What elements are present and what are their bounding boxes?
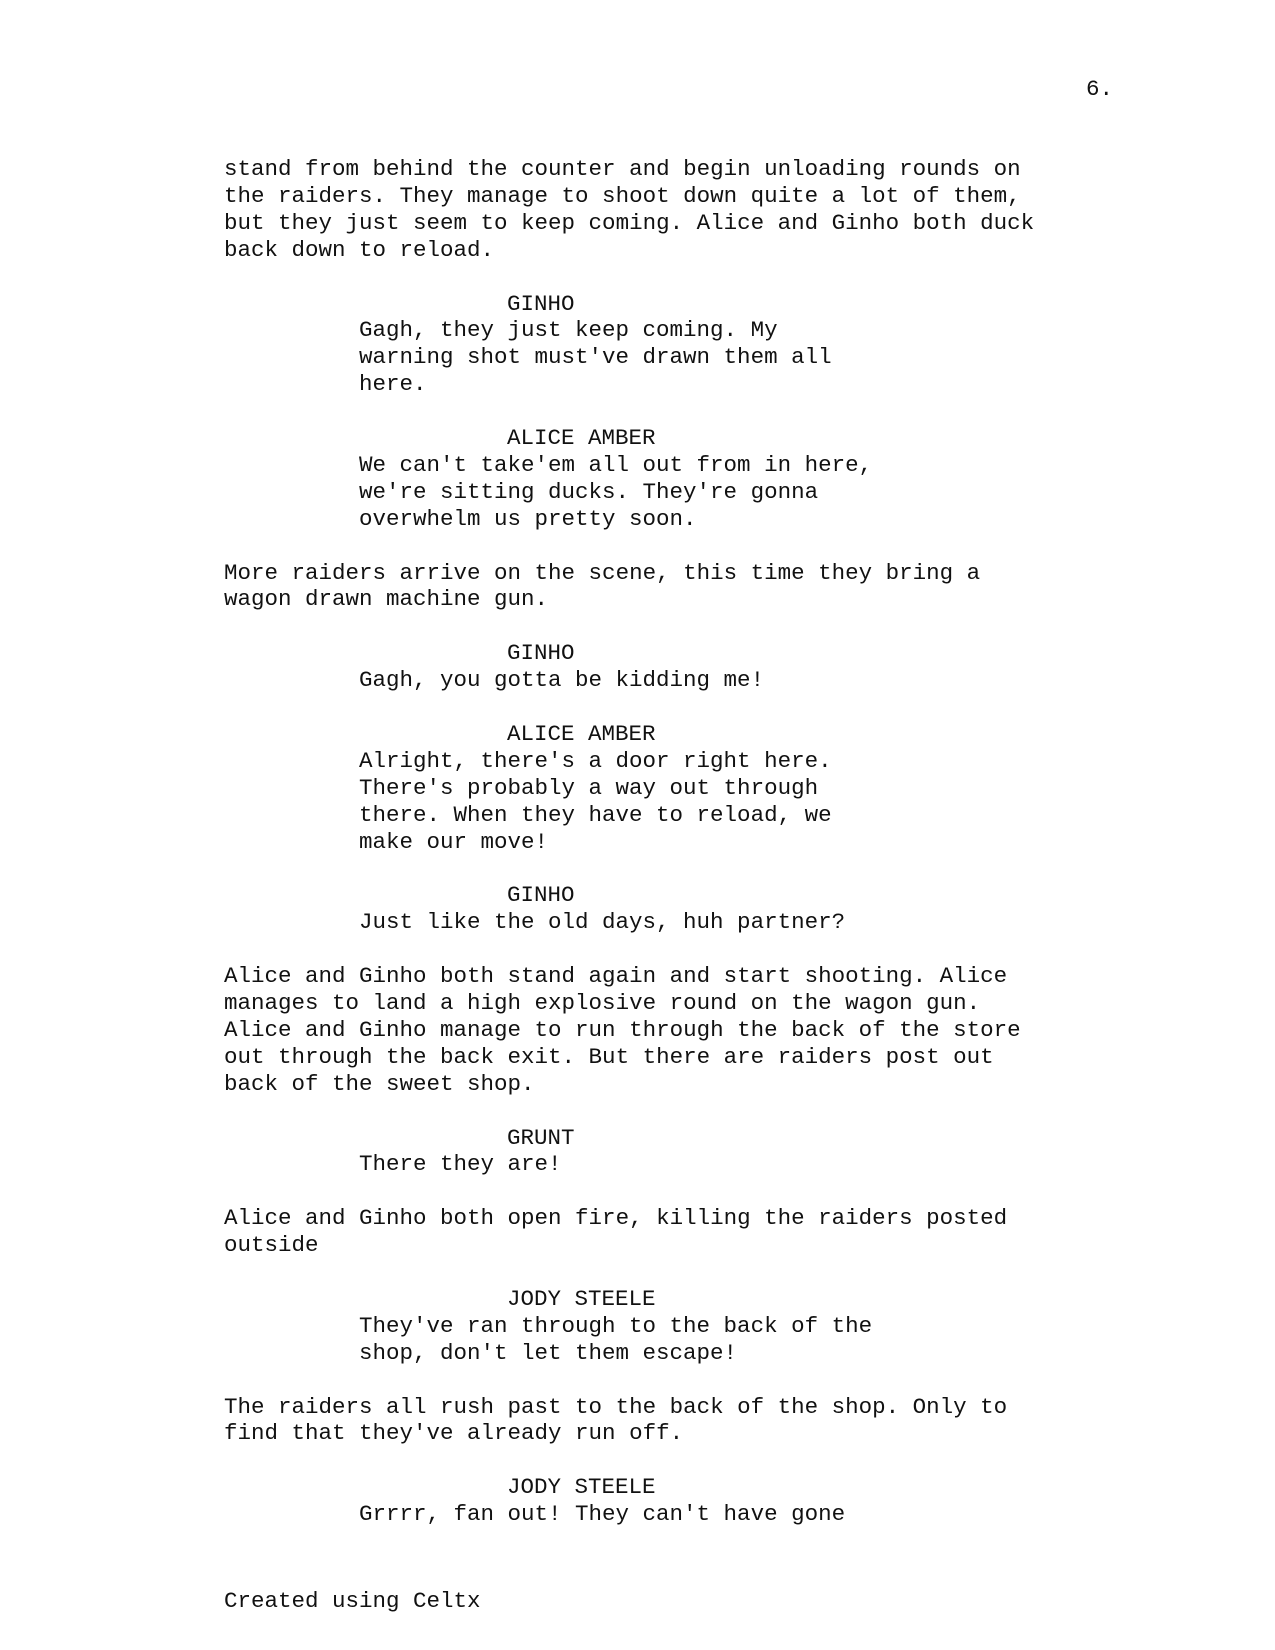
footer-credit: Created using Celtx [224,1588,481,1614]
page-number: 6. [1086,76,1114,102]
action-paragraph: More raiders arrive on the scene, this time they bring a wagon drawn machine gun. [224,559,981,613]
dialogue-text: We can't take'em all out from in here, we're sitting ducks. They're gonna overwhelm us pretty soon. [359,451,873,532]
dialogue-text: There they are! [359,1151,562,1178]
action-paragraph: Alice and Ginho both stand again and start shooting. Alice manages to land a high explosive round on the wagon gun. Alice and Ginho manage to run through the back of the store out through the back exit. But there are raiders post out back of the sweet shop. [224,963,1021,1097]
action-paragraph: The raiders all rush past to the back of the shop. Only to find that they've already run off. [224,1393,1008,1447]
dialogue-block [224,291,1134,399]
script-body [224,156,1134,1555]
dialogue-text: Gagh, they just keep coming. My warning shot must've drawn them all here. [359,317,832,398]
dialogue-text: Alright, there's a door right here. There's probably a way out through there. When they have to reload, we make our move! [359,747,832,855]
character-name: GINHO [507,640,575,667]
action-paragraph: stand from behind the counter and begin unloading rounds on the raiders. They manage to shoot down quite a lot of them, but they just seem to keep coming. Alice and Ginho both duck back down to reload. [224,156,1035,263]
dialogue-block [224,640,1134,694]
dialogue-text: They've ran through to the back of the shop, don't let them escape! [359,1312,873,1366]
dialogue-block [224,1286,1134,1367]
dialogue-block [224,721,1134,856]
dialogue-text: Just like the old days, huh partner? [359,909,846,936]
dialogue-block [224,882,1134,936]
action-paragraph: Alice and Ginho both open fire, killing the raiders posted outside [224,1205,1008,1259]
character-name: GINHO [507,290,575,317]
character-name: GRUNT [507,1124,575,1151]
dialogue-block [224,1125,1134,1179]
dialogue-block [224,1474,1134,1528]
dialogue-text: Gagh, you gotta be kidding me! [359,667,765,694]
dialogue-text: Grrrr, fan out! They can't have gone [359,1501,846,1528]
dialogue-block [224,425,1134,533]
character-name: JODY STEELE [507,1285,656,1312]
character-name: JODY STEELE [507,1474,656,1501]
character-name: ALICE AMBER [507,720,656,747]
character-name: ALICE AMBER [507,425,656,452]
character-name: GINHO [507,882,575,909]
